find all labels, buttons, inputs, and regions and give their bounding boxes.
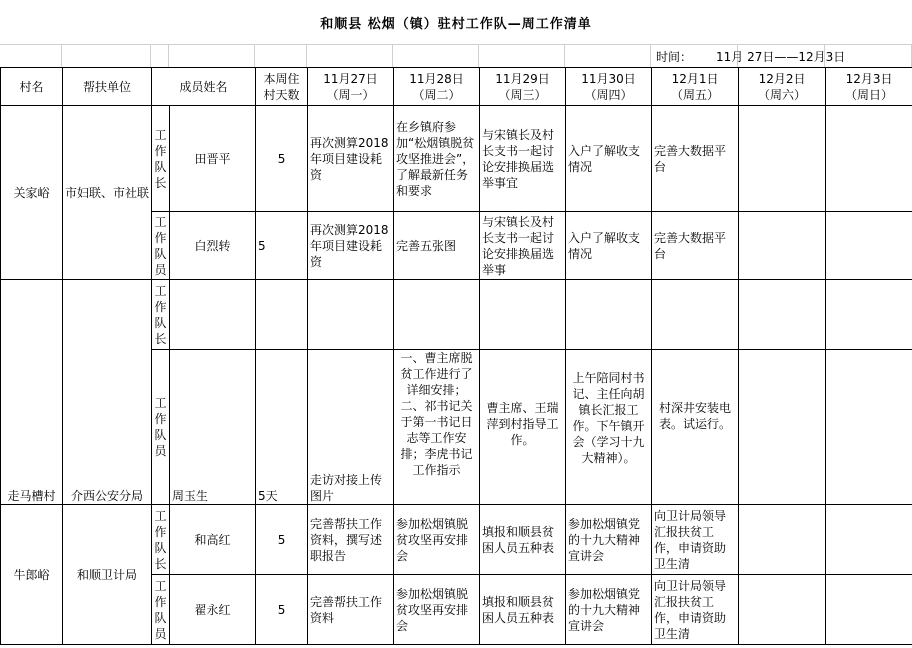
task-thu: 上午陪同村书记、主任向胡镇长汇报工作。下午镇开会（学习十九大精神）。 [566,350,652,505]
member-name: 白烈转 [170,212,256,280]
task-fri: 完善大数据平台 [652,212,739,280]
col-header-village: 村名 [1,68,63,106]
task-mon: 走访对接上传图片 [308,350,394,505]
task-fri: 完善大数据平台 [652,106,739,212]
task-tue: 参加松烟镇脱贫攻坚再安排会 [394,505,480,575]
col-header-sat: 12月2日 （周六） [739,68,826,106]
task-sat [739,280,826,350]
task-fri: 向卫计局领导汇报扶贫工作，申请资助卫生清 [652,505,739,575]
task-sun [826,575,912,645]
task-fri [652,280,739,350]
task-tue: 完善五张图 [394,212,480,280]
task-sat [739,575,826,645]
col-header-tue: 11月28日 （周二） [394,68,480,106]
village-cell: 牛郎峪 [1,505,63,645]
days-cell [256,280,308,350]
task-tue: 一、曹主席脱贫工作进行了详细安排；二、祁书记关于第一书记日志等工作安排；李虎书记工作指示 [394,350,480,505]
task-wed: 填报和顺县贫困人员五种表 [480,505,566,575]
col-header-unit: 帮扶单位 [63,68,152,106]
role-cell: 工作队员 [152,575,170,645]
task-mon: 再次测算2018年项目建设耗资 [308,212,394,280]
role-cell: 工作队长 [152,505,170,575]
task-wed: 填报和顺县贫困人员五种表 [480,575,566,645]
unit-cell: 和顺卫计局 [63,505,152,645]
role-spread [152,395,169,459]
task-thu: 参加松烟镇党的十九大精神宣讲会 [566,505,652,575]
col-header-member: 成员姓名 [152,68,256,106]
member-name: 翟永红 [170,575,256,645]
days-cell: 5 [256,505,308,575]
task-tue: 参加松烟镇脱贫攻坚再安排会 [394,575,480,645]
task-sat [739,350,826,505]
role-text: 工作队员 [154,396,167,458]
member-name: 周玉生 [170,350,256,505]
days-cell: 5 [256,106,308,212]
weekly-work-table [0,67,912,645]
header-row [1,68,912,106]
task-mon [308,280,394,350]
col-header-days: 本周住村天数 [256,68,308,106]
time-range: 11月 27日——12月3日 [716,50,846,64]
task-sun [826,350,912,505]
col-header-thu: 11月30日 （周四） [566,68,652,106]
member-name: 田晋平 [170,106,256,212]
task-thu: 参加松烟镇党的十九大精神宣讲会 [566,575,652,645]
task-mon: 再次测算2018年项目建设耗资 [308,106,394,212]
task-fri: 向卫计局领导汇报扶贫工作，申请资助卫生清 [652,575,739,645]
task-mon: 完善帮扶工作资料，撰写述职报告 [308,505,394,575]
table-row [1,106,912,212]
table-row [1,280,912,350]
col-header-mon: 11月27日 （周一） [308,68,394,106]
task-thu: 入户了解收支情况 [566,212,652,280]
task-thu: 入户了解收支情况 [566,106,652,212]
task-sat [739,505,826,575]
task-wed: 曹主席、王瑞萍到村指导工作。 [480,350,566,505]
role-cell [152,350,170,505]
task-sat [739,212,826,280]
task-wed: 与宋镇长及村长支书一起讨论安排换届选举事 [480,212,566,280]
col-header-fri: 12月1日 （周五） [652,68,739,106]
task-wed: 与宋镇长及村长支书一起讨论安排换届选举事宜 [480,106,566,212]
member-name: 和高红 [170,505,256,575]
task-fri: 村深井安装电表。试运行。 [652,350,739,505]
page-title-text: 和顺县 松烟（镇）驻村工作队—周工作清单 [320,16,592,32]
unit-cell: 介西公安分局 [63,280,152,505]
task-sun [826,106,912,212]
task-wed [480,280,566,350]
days-cell: 5天 [256,350,308,505]
days-cell: 5 [256,212,308,280]
village-cell: 关家峪 [1,106,63,280]
unit-cell: 市妇联、市社联 [63,106,152,280]
col-header-sun: 12月3日 （周日） [826,68,912,106]
role-cell: 工作队长 [152,280,170,350]
village-cell: 走马槽村 [1,280,63,505]
table-row [1,505,912,575]
task-tue [394,280,480,350]
time-label: 时间： [656,50,693,64]
role-cell: 工作队长 [152,106,170,212]
role-cell: 工作队员 [152,212,170,280]
member-name [170,280,256,350]
days-cell: 5 [256,575,308,645]
task-mon: 完善帮扶工作资料 [308,575,394,645]
task-sun [826,212,912,280]
task-thu [566,280,652,350]
task-sun [826,505,912,575]
task-sun [826,280,912,350]
col-header-wed: 11月29日 （周三） [480,68,566,106]
page-title [0,0,912,44]
task-sat [739,106,826,212]
task-tue: 在乡镇府参加“松烟镇脱贫攻坚推进会”，了解最新任务和要求 [394,106,480,212]
